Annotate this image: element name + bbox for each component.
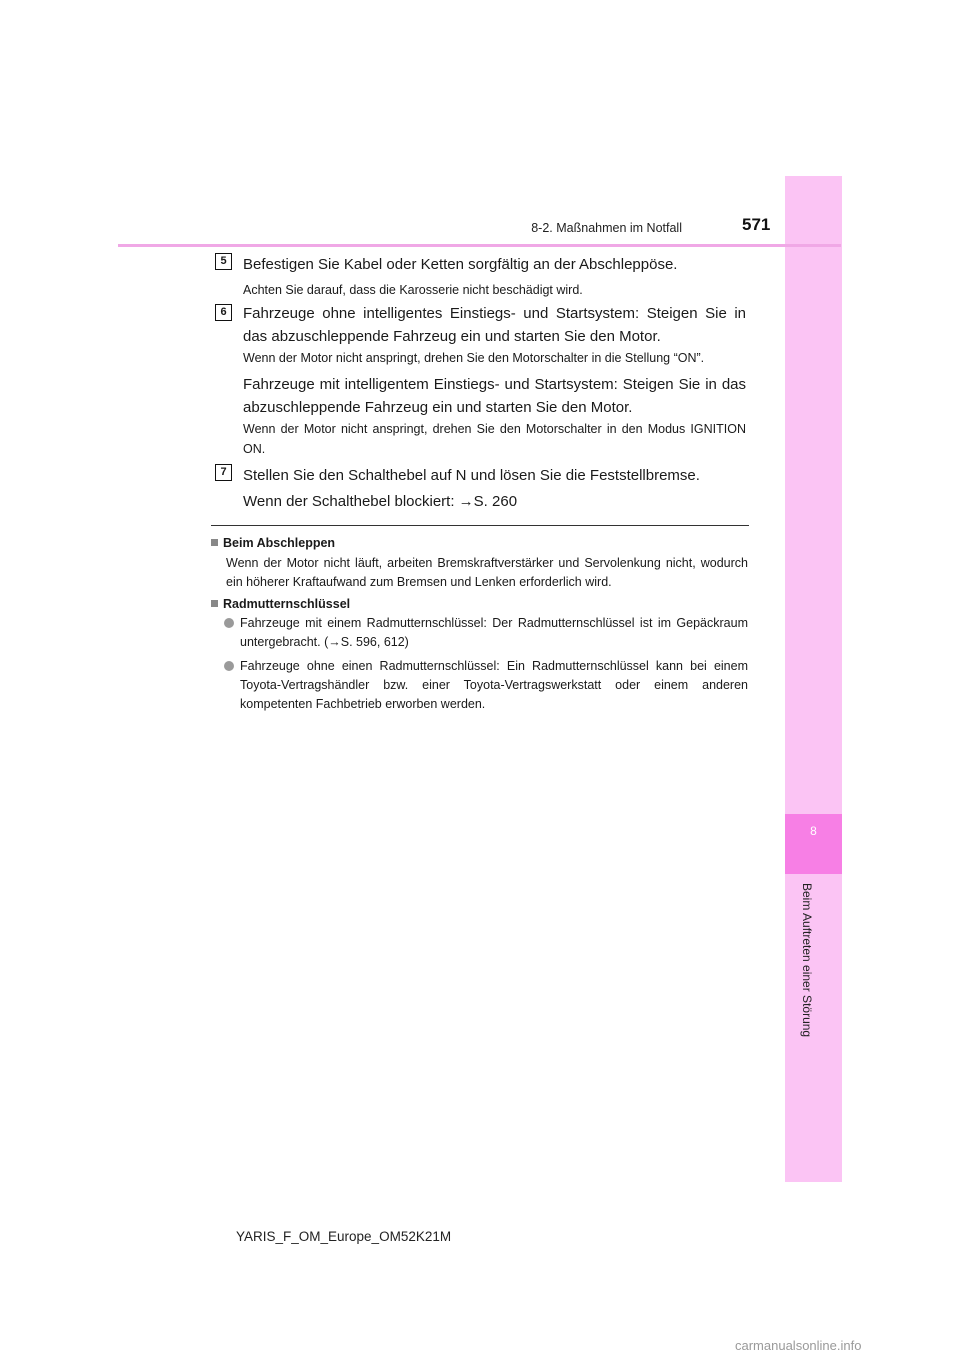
chapter-title: Beim Auftreten einer Störung bbox=[800, 883, 814, 1038]
info-title-wheel-wrench bbox=[211, 597, 350, 611]
info-title-towing bbox=[211, 536, 335, 550]
square-bullet-icon bbox=[211, 600, 218, 607]
step-5-note: Achten Sie darauf, dass die Karosserie nicht beschädigt wird. bbox=[243, 283, 583, 297]
info-bullet-without-wrench: Fahrzeuge ohne einen Radmutternschlüssel: Ein Radmutternschlüssel kann bei einem Toyota-Vertragshändler bzw. einer Toyota-Vertragswerkstatt oder einem anderen kompetenten Fachbetrieb erworben werden. bbox=[240, 659, 748, 711]
step-badge-5: 5 bbox=[215, 253, 232, 270]
bullet-dot-icon bbox=[224, 661, 234, 671]
step-7-note: Wenn der Schalthebel blockiert: →S. 260 bbox=[243, 493, 518, 510]
header-rule bbox=[118, 244, 841, 247]
section-divider bbox=[211, 525, 749, 526]
step-6-instruction-b: Fahrzeuge mit intelligentem Einstiegs- und Startsystem: Steigen Sie in das abzuschleppende Fahrzeug ein und starten Sie den Motor. bbox=[243, 376, 746, 416]
step-6-note-b: Wenn der Motor nicht anspringt, drehen Sie den Motorschalter in den Modus IGNITION ON. bbox=[243, 422, 746, 456]
info-bullet-with-wrench: Fahrzeuge mit einem Radmutternschlüssel: Der Radmutternschlüssel ist im Gepäckraum untergebracht. (→S. 596, 612) bbox=[240, 616, 748, 649]
step-badge-7: 7 bbox=[215, 464, 232, 481]
chapter-number: 8 bbox=[810, 824, 817, 838]
info-body-towing: Wenn der Motor nicht läuft, arbeiten Bremskraftverstärker und Servolenkung nicht, wodurch ein höherer Kraftaufwand zum Bremsen und Lenken erforderlich wird. bbox=[226, 556, 748, 589]
header-section-title: 8-2. Maßnahmen im Notfall bbox=[531, 221, 682, 235]
info-title-text: Beim Abschleppen bbox=[223, 536, 336, 550]
watermark-link[interactable]: carmanualsonline.info bbox=[735, 1338, 862, 1353]
step-5-instruction: Befestigen Sie Kabel oder Ketten sorgfältig an der Abschleppöse. bbox=[243, 256, 678, 273]
side-tab-active-chapter[interactable] bbox=[785, 814, 842, 874]
info-title-text: Radmutternschlüssel bbox=[223, 597, 351, 611]
footer-doc-id: YARIS_F_OM_Europe_OM52K21M bbox=[236, 1229, 452, 1244]
step-6-instruction-a: Fahrzeuge ohne intelligentes Einstiegs- und Startsystem: Steigen Sie in das abzuschleppende Fahrzeug ein und starten Sie den Motor. bbox=[243, 305, 746, 345]
bullet-dot-icon bbox=[224, 618, 234, 628]
step-7-instruction: Stellen Sie den Schalthebel auf N und lösen Sie die Feststellbremse. bbox=[243, 467, 700, 484]
step-badge-6: 6 bbox=[215, 304, 232, 321]
square-bullet-icon bbox=[211, 539, 218, 546]
page-number: 571 bbox=[742, 215, 771, 234]
step-6-note-a: Wenn der Motor nicht anspringt, drehen Sie den Motorschalter in die Stellung “ON”. bbox=[243, 351, 705, 365]
